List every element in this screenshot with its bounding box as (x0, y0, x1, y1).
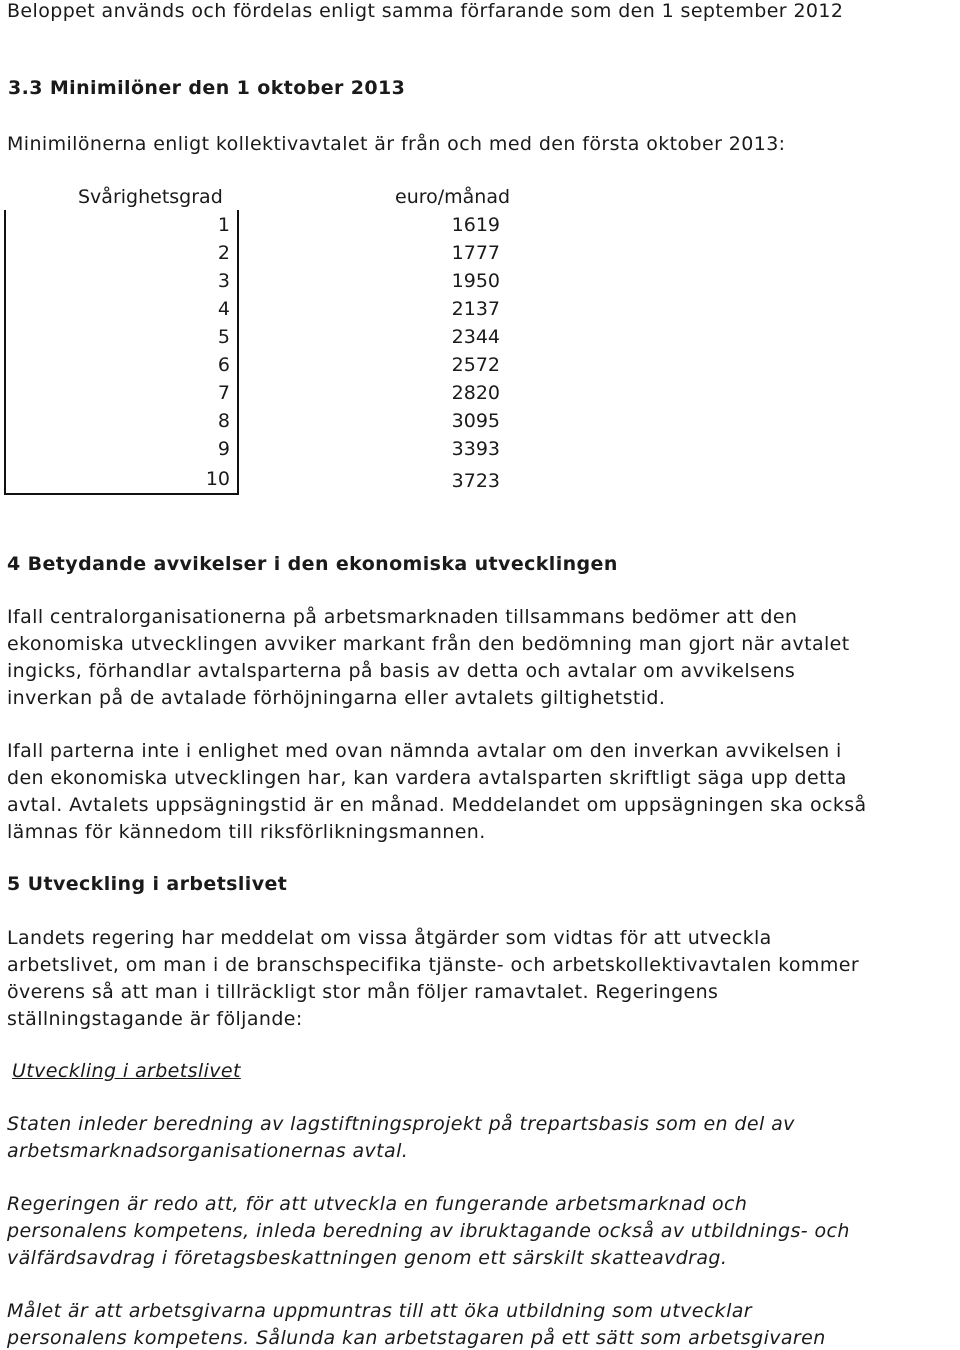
quote-line: personalens kompetens. Sålunda kan arbetstagaren på ett sätt som arbetsgivaren (7, 1327, 826, 1349)
table-row-grade: 8 (217, 410, 230, 432)
paragraph-line: ställningstagande är följande: (7, 1008, 303, 1030)
table-row-grade: 1 (217, 214, 230, 236)
section-5-heading: 5 Utveckling i arbetslivet (7, 873, 288, 895)
table-row-euro: 2820 (451, 382, 500, 404)
table-row-euro: 2137 (451, 298, 500, 320)
quote-line: välfärdsavdrag i företagsbeskattningen genom ett särskilt skatteavdrag. (7, 1247, 728, 1269)
paragraph-line: ingicks, förhandlar avtalsparterna på basis av detta och avtalar om avvikelsens (7, 660, 796, 682)
quote-line: personalens kompetens, inleda beredning av ibruktagande också av utbildnings- och (7, 1220, 850, 1242)
table-row-grade: 10 (205, 468, 230, 490)
table-row-euro: 1777 (451, 242, 500, 264)
paragraph-line: arbetslivet, om man i de branschspecifika tjänste- och arbetskollektivavtalen kommer (7, 954, 860, 976)
quote-line: Regeringen är redo att, för att utveckla en fungerande arbetsmarknad och (7, 1193, 748, 1215)
quote-line: Målet är att arbetsgivarna uppmuntras till att öka utbildning som utvecklar (7, 1300, 753, 1322)
table-row-euro: 3393 (451, 438, 500, 460)
paragraph-line: den ekonomiska utvecklingen har, kan vardera avtalsparten skriftligt säga upp detta (7, 767, 847, 789)
paragraph-line: lämnas för kännedom till riksförlikningsmannen. (7, 821, 486, 843)
table-row-grade: 2 (217, 242, 230, 264)
table-row-euro: 1950 (451, 270, 500, 292)
intro-line: Beloppet används och fördelas enligt samma förfarande som den 1 september 2012 (7, 0, 844, 22)
paragraph-line: inverkan på de avtalade förhöjningarna eller avtalets giltighetstid. (7, 687, 666, 709)
table-row-euro: 3723 (451, 470, 500, 492)
table-header-grade: Svårighetsgrad (78, 186, 223, 208)
section-3-3-intro: Minimilönerna enligt kollektivavtalet är från och med den första oktober 2013: (7, 133, 786, 155)
paragraph-line: Ifall centralorganisationerna på arbetsmarknaden tillsammans bedömer att den (7, 606, 798, 628)
table-header-euro: euro/månad (395, 186, 511, 208)
table-row-grade: 3 (217, 270, 230, 292)
table-row-euro: 3095 (451, 410, 500, 432)
paragraph-line: överens så att man i tillräckligt stor mån följer ramavtalet. Regeringens (7, 981, 719, 1003)
paragraph-line: avtal. Avtalets uppsägningstid är en månad. Meddelandet om uppsägningen ska också (7, 794, 867, 816)
table-row-grade: 6 (217, 354, 230, 376)
table-row-euro: 2344 (451, 326, 500, 348)
table-row-euro: 2572 (451, 354, 500, 376)
section-3-3-heading: 3.3 Minimilöner den 1 oktober 2013 (8, 77, 406, 99)
table-row-grade: 5 (217, 326, 230, 348)
quote-line: Staten inleder beredning av lagstiftningsprojekt på trepartsbasis som en del av (7, 1113, 795, 1135)
quote-line: arbetsmarknadsorganisationernas avtal. (7, 1140, 409, 1162)
paragraph-line: Landets regering har meddelat om vissa åtgärder som vidtas för att utveckla (7, 927, 772, 949)
paragraph-line: ekonomiska utvecklingen avviker markant från den bedömning man gjort när avtalet (7, 633, 850, 655)
table-bottom-border (4, 493, 239, 495)
table-inner-border (237, 210, 239, 495)
table-row-grade: 9 (217, 438, 230, 460)
section-4-heading: 4 Betydande avvikelser i den ekonomiska utvecklingen (7, 553, 618, 575)
table-row-grade: 7 (217, 382, 230, 404)
table-left-border (4, 210, 6, 495)
subheading-underlined: Utveckling i arbetslivet (12, 1060, 241, 1082)
table-row-grade: 4 (217, 298, 230, 320)
paragraph-line: Ifall parterna inte i enlighet med ovan nämnda avtalar om den inverkan avvikelsen i (7, 740, 842, 762)
table-row-euro: 1619 (451, 214, 500, 236)
